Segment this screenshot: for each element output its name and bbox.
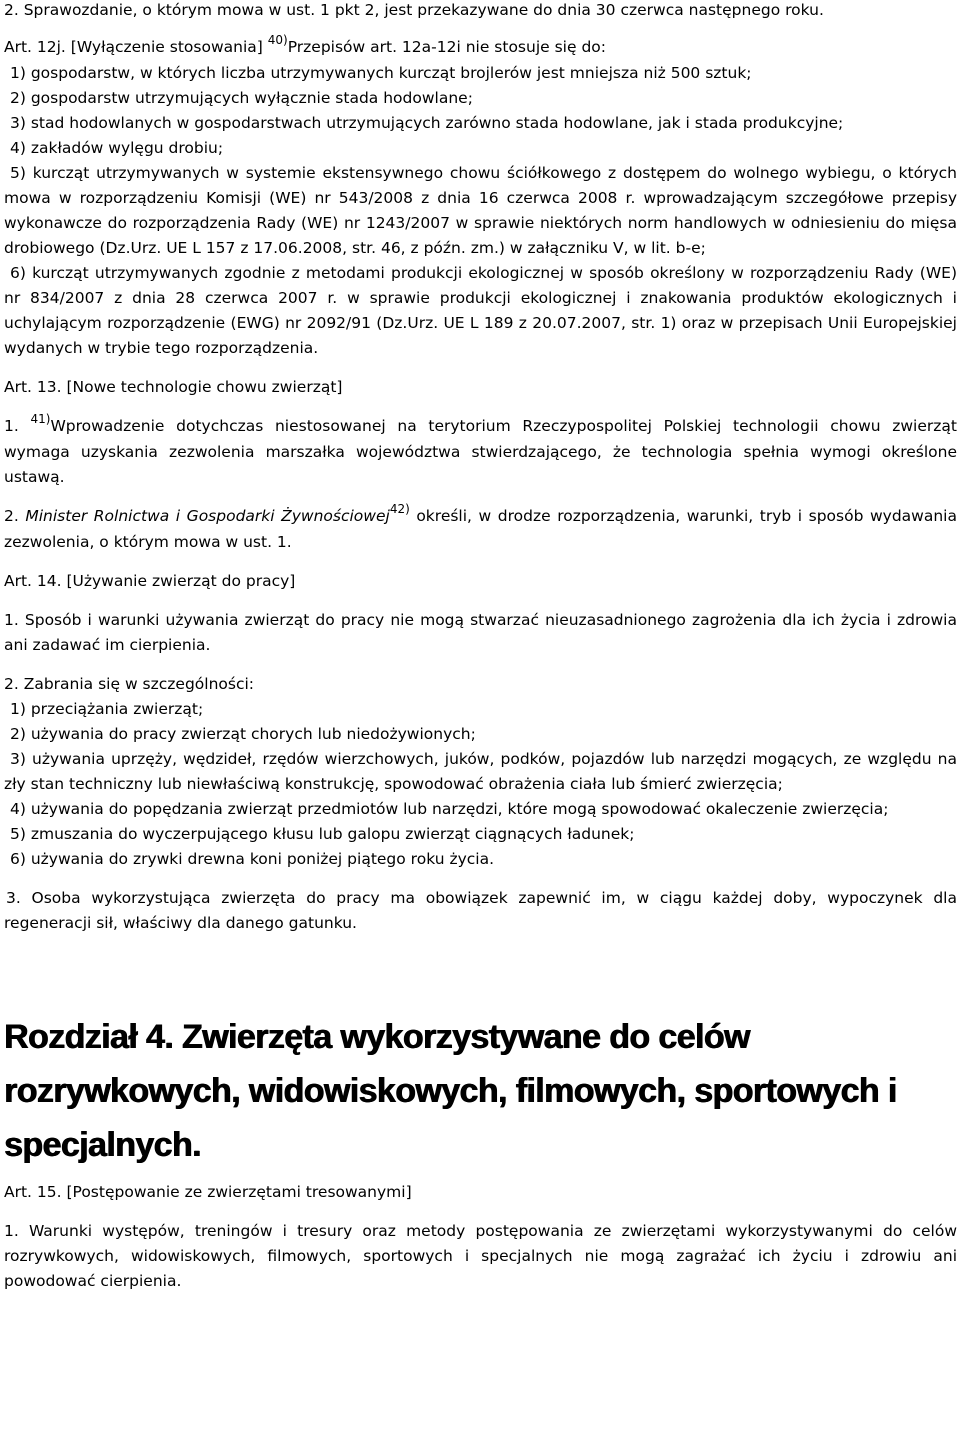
list-item: 4) zakładów wylęgu drobiu; (10, 139, 224, 157)
article-13-paragraph-2 (4, 504, 957, 555)
list-item: 2) używania do pracy zwierząt chorych lub niedożywionych; (10, 725, 476, 743)
paragraph-number: 2. (4, 507, 19, 525)
paragraph-number: 1. (4, 417, 19, 435)
article-14-paragraph-2: 2. Zabrania się w szczególności: (4, 675, 255, 693)
list-item: 6) kurcząt utrzymywanych zgodnie z metodami produkcji ekologicznej w sposób określony w rozporządzeniu Rady (WE) nr 834/2007 z dnia 28 czerwca 2007 r. w sprawie produkcji ekologicznej i znakowania produktów ekologicznych i uchylającym rozporządzenie (EWG) nr 2092/91 (Dz.Urz. UE L 189 z 20.07.2007, str. 1) oraz w przepisach Unii Europejskiej wydanych w trybie tego rozporządzenia. (4, 264, 957, 357)
article-14-title: Art. 14. [Używanie zwierząt do pracy] (4, 572, 296, 590)
chapter-heading: Rozdział 4. Zwierzęta wykorzystywane do celów rozrywkowych, widowiskowych, filmowych, sportowych i specjalnych. (4, 1018, 897, 1164)
article-14-paragraph-3: 3. Osoba wykorzystująca zwierzęta do pracy ma obowiązek zapewnić im, w ciągu każdej doby, wypoczynek dla regeneracji sił, właściwy dla danego gatunku. (4, 889, 957, 932)
minister-name: Minister Rolnictwa i Gospodarki Żywnościowej (25, 507, 390, 525)
paragraph-report-deadline: 2. Sprawozdanie, o którym mowa w ust. 1 pkt 2, jest przekazywane do dnia 30 czerwca następnego roku. (4, 1, 824, 19)
article-14-paragraph-1: 1. Sposób i warunki używania zwierząt do pracy nie mogą stwarzać nieuzasadnionego zagrożenia dla ich życia i zdrowia ani zadawać im cierpienia. (4, 611, 957, 654)
list-item: 1) gospodarstw, w których liczba utrzymywanych kurcząt brojlerów jest mniejsza niż 500 sztuk; (10, 64, 752, 82)
list-item: 5) zmuszania do wyczerpującego kłusu lub galopu zwierząt ciągnących ładunek; (10, 825, 635, 843)
list-item: 3) stad hodowlanych w gospodarstwach utrzymujących zarówno stada hodowlane, jak i stada produkcyjne; (10, 114, 844, 132)
footnote-ref-41: 41) (30, 412, 51, 426)
list-item: 3) używania uprzęży, wędzideł, rzędów wierzchowych, juków, podków, pojazdów lub narzędzi mogących, ze względu na zły stan techniczny lub niewłaściwą konstrukcję, spowodować obrażenia ciała lub śmierć zwierzęcia; (4, 750, 957, 793)
article-13-title: Art. 13. [Nowe technologie chowu zwierząt] (4, 378, 343, 396)
list-item: 6) używania do zrywki drewna koni poniżej piątego roku życia. (10, 850, 495, 868)
article-12j-header (4, 35, 957, 61)
article-15-paragraph-1: 1. Warunki występów, treningów i tresury oraz metody postępowania ze zwierzętami wykorzystywanymi do celów rozrywkowych, widowiskowych, filmowych, sportowych i specjalnych nie mogą zagrażać ich życiu i zdrowiu ani powodować cierpienia. (4, 1222, 957, 1290)
paragraph-text: określi, w drodze rozporządzenia, warunki, tryb i sposób wydawania zezwolenia, o którym mowa w ust. 1. (4, 507, 957, 551)
list-item: 5) kurcząt utrzymywanych w systemie ekstensywnego chowu ściółkowego z dostępem do wolnego wybiegu, o których mowa w rozporządzeniu Komisji (WE) nr 543/2008 z dnia 16 czerwca 2008 r. wprowadzającym szczegółowe przepisy wykonawcze do rozporządzenia Rady (WE) nr 1243/2007 w sprawie niektórych norm handlowych w odniesieniu do mięsa drobiowego (Dz.Urz. UE L 157 z 17.06.2008, str. 46, z późn. zm.) w załączniku V, w lit. b-e; (4, 164, 957, 257)
article-13-paragraph-1 (4, 414, 957, 490)
list-item: 4) używania do popędzania zwierząt przedmiotów lub narzędzi, które mogą spowodować okaleczenie zwierzęcia; (10, 800, 889, 818)
document-page (4, 0, 957, 1294)
paragraph-text: Wprowadzenie dotychczas niestosowanej na terytorium Rzeczypospolitej Polskiej technologii chowu zwierząt wymaga uzyskania zezwolenia marszałka województwa stwierdzającego, że technologia spełnia wymogi określone ustawą. (4, 417, 957, 486)
article-15-title: Art. 15. [Postępowanie ze zwierzętami tresowanymi] (4, 1183, 412, 1201)
list-item: 2) gospodarstw utrzymujących wyłącznie stada hodowlane; (10, 89, 473, 107)
footnote-ref-42: 42) (389, 502, 410, 516)
list-item: 1) przeciążania zwierząt; (10, 700, 204, 718)
footnote-ref-40: 40) (267, 33, 288, 47)
article-12j-intro: Przepisów art. 12a-12i nie stosuje się do: (287, 38, 606, 56)
article-12j-title: Art. 12j. [Wyłączenie stosowania] (4, 38, 263, 56)
